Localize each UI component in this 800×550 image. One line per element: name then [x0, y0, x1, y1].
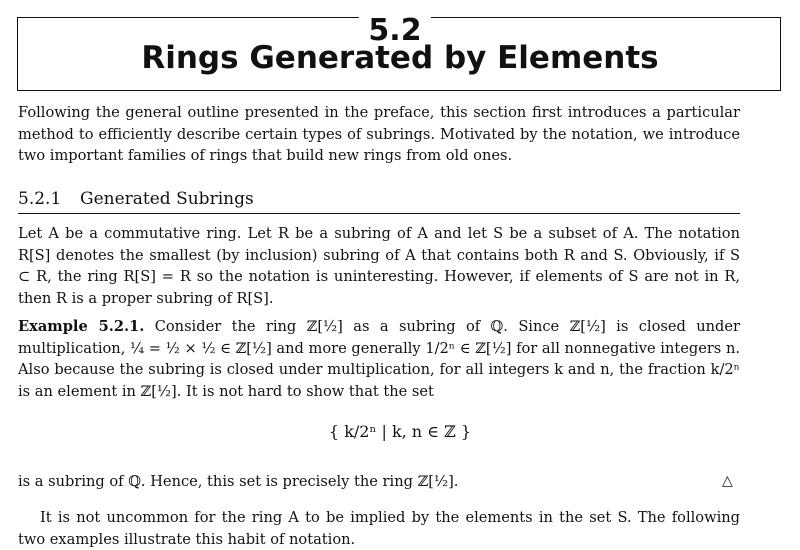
example-end-mark: △: [722, 473, 733, 489]
section-title: Generated Subrings: [80, 189, 254, 209]
closing-paragraph: It is not uncommon for the ring A to be implied by the elements in the set S. The following two examples illustrate this habit of notation.: [18, 509, 740, 548]
example-paragraph: [18, 316, 740, 402]
display-equation: { k/2ⁿ | k, n ∈ ℤ }: [328, 422, 472, 441]
example-text: Consider the ring ℤ[½] as a subring of ℚ. Since ℤ[½] is closed under multiplication, ¼ = ½ × ½ ∈ ℤ[½] and more generally 1/2ⁿ ∈ ℤ[½] for all nonnegative integers n. Also because the subring is closed under multiplication, for all integers k and n, the fraction k/2ⁿ is an element in ℤ[½]. It is not hard to show that the set: [18, 318, 740, 400]
definition-paragraph: Let A be a commutative ring. Let R be a subring of A and let S be a subset of A. The notation R[S] denotes the smallest (by inclusion) subring of A that contains both R and S. Obviously, if S ⊂ R, the ring R[S] = R so the notation is uninteresting. However, if elements of S are not in R, then R is a proper subring of R[S].: [18, 225, 740, 307]
chapter-number: 5.2: [359, 15, 431, 49]
intro-paragraph: Following the general outline presented in the preface, this section first introduces a particular method to efficiently describe certain types of subrings. Motivated by the notation, we introduce two important families of rings that build new rings from old ones.: [18, 104, 740, 164]
section-number: 5.2.1: [18, 189, 62, 209]
example-conclusion: is a subring of ℚ. Hence, this set is precisely the ring ℤ[½].: [18, 473, 459, 490]
chapter-title: Rings Generated by Elements: [141, 40, 659, 76]
example-label: Example 5.2.1.: [18, 318, 145, 335]
section-heading: [18, 188, 740, 210]
section-rule: [18, 213, 740, 214]
